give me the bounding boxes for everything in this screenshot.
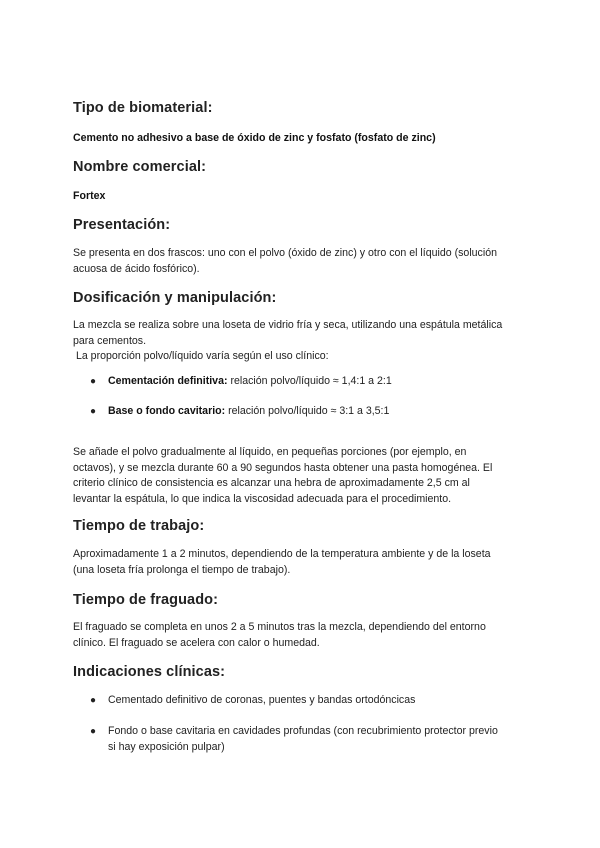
tiempo-trabajo-line-2: (una loseta fría prolonga el tiempo de trabajo). [73,563,291,576]
heading-indicaciones: Indicaciones clínicas: [73,664,226,680]
presentacion-text [73,246,533,277]
bullet-icon: ● [90,406,97,417]
dosificacion-para-line-1: Se añade el polvo gradualmente al líquido, en pequeñas porciones (por ejemplo, en [73,446,467,458]
tiempo-fraguado-text [73,620,533,651]
dosificacion-para-line-4: levantar la espátula, lo que indica la viscosidad adecuada para el procedimiento. [73,492,452,505]
tiempo-trabajo-line-1: Aproximadamente 1 a 2 minutos, dependiendo de la temperatura ambiente y de la loseta [73,548,491,560]
bullet-icon: ● [90,695,97,706]
tiempo-trabajo-text [73,547,533,578]
list-item-base [90,404,530,420]
dosificacion-intro-line-2: para cementos. [73,334,147,347]
list-item-cementacion [90,374,530,390]
presentacion-line-1: Se presenta en dos frascos: uno con el polvo (óxido de zinc) y otro con el líquido (solución [73,247,497,259]
bullet-text: Cementado definitivo de coronas, puentes y bandas ortodóncicas [108,694,416,706]
heading-tiempo-trabajo: Tiempo de trabajo: [73,518,205,534]
tipo-biomaterial-value: Cemento no adhesivo a base de óxido de zinc y fosfato (fosfato de zinc) [73,132,436,144]
nombre-comercial-value: Fortex [73,190,106,202]
heading-dosificacion: Dosificación y manipulación: [73,290,277,306]
presentacion-line-2: acuosa de ácido fosfórico). [73,262,200,275]
heading-tipo-biomaterial: Tipo de biomaterial: [73,100,213,116]
bullet-icon: ● [90,376,97,387]
bullet-icon: ● [90,726,97,737]
bullet-text-line-1: Fondo o base cavitaria en cavidades profundas (con recubrimiento protector previo [108,725,498,737]
dosificacion-intro-line-1: La mezcla se realiza sobre una loseta de vidrio fría y seca, utilizando una espátula metálica [73,319,503,331]
list-item-cementado [90,693,530,709]
heading-tiempo-fraguado: Tiempo de fraguado: [73,592,219,608]
tiempo-fraguado-line-1: El fraguado se completa en unos 2 a 5 minutos tras la mezcla, dependiendo del entorno [73,621,486,633]
dosificacion-para-line-2: octavos), y se mezcla durante 60 a 90 segundos hasta obtener una pasta homogénea. El [73,461,493,474]
bullet-text: relación polvo/líquido ≈ 1,4:1 a 2:1 [227,375,392,387]
heading-nombre-comercial: Nombre comercial: [73,159,207,175]
dosificacion-para-line-3: criterio clínico de consistencia es alcanzar una hebra de aproximadamente 2,5 cm al [73,477,470,489]
heading-presentacion: Presentación: [73,217,171,233]
bullet-text: relación polvo/líquido ≈ 3:1 a 3,5:1 [225,405,390,417]
tiempo-fraguado-line-2: clínico. El fraguado se acelera con calor o humedad. [73,636,320,649]
dosificacion-paragraph [73,445,533,507]
list-item-fondo [90,724,530,755]
bullet-text-line-2: si hay exposición pulpar) [108,740,225,753]
bullet-label: Base o fondo cavitario: [108,405,226,417]
dosificacion-intro [73,318,533,365]
bullet-label: Cementación definitiva: [108,375,228,387]
dosificacion-intro-line-3: La proporción polvo/líquido varía según el uso clínico: [75,350,329,362]
